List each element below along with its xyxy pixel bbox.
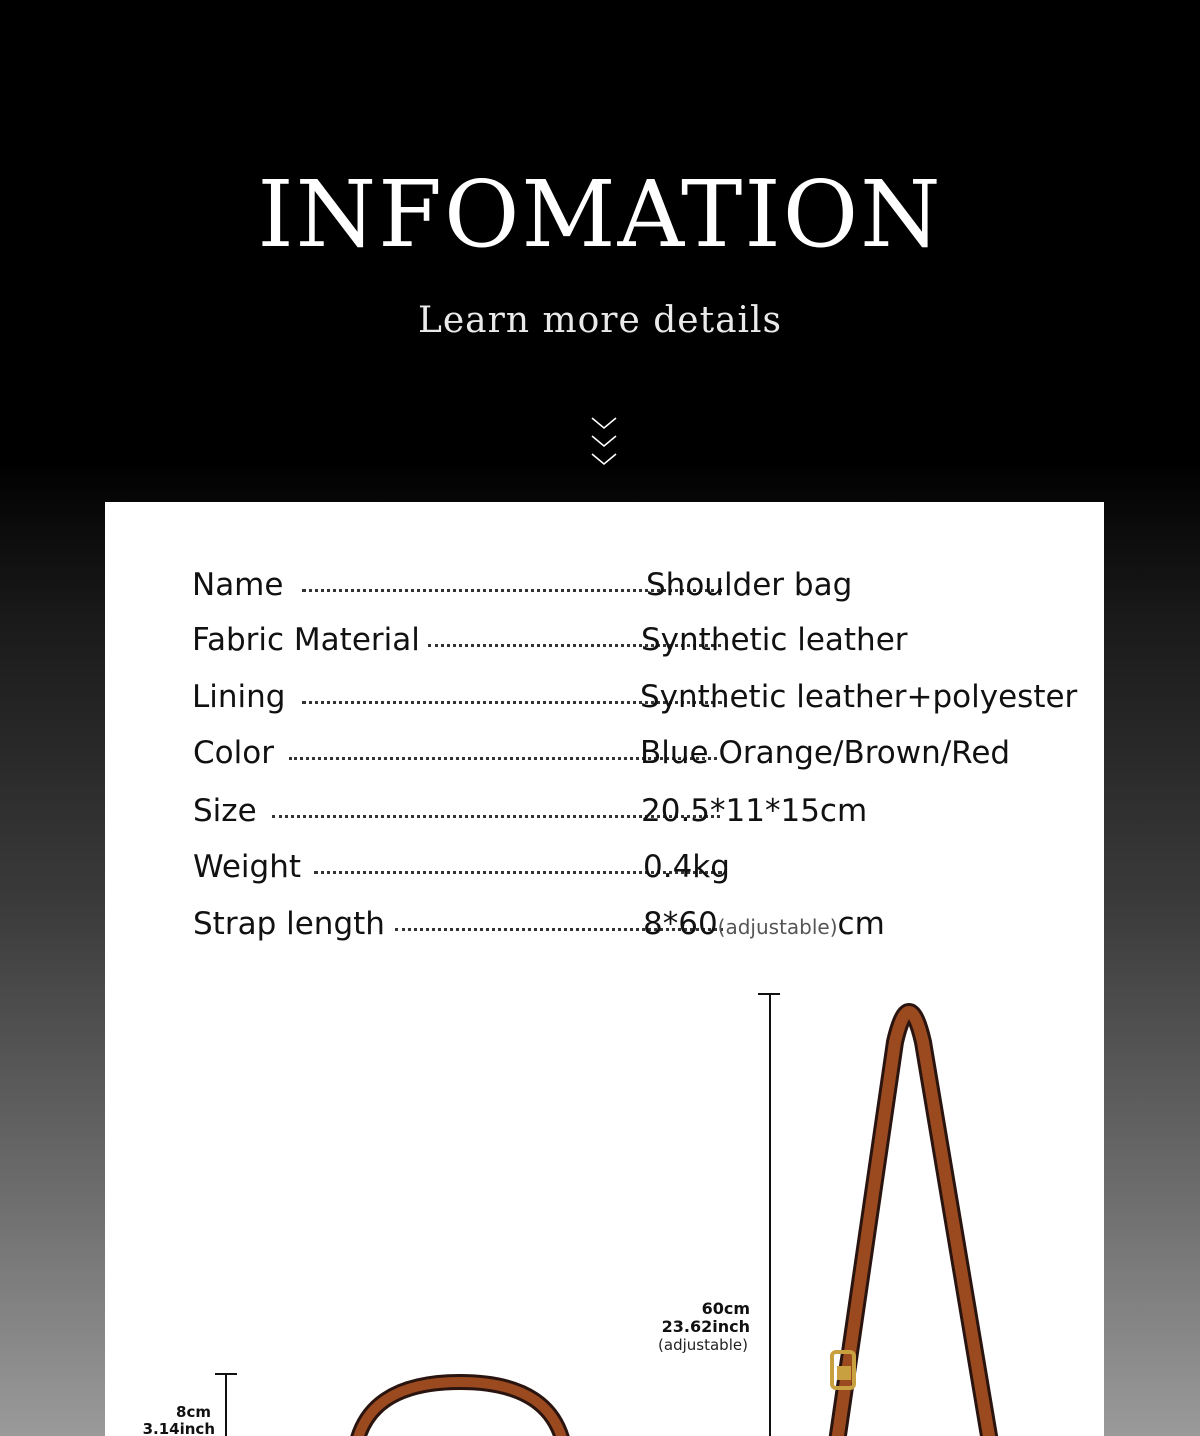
strap-measure-inch: 23.62inch — [661, 1317, 750, 1336]
strap-length-unit: cm — [837, 906, 885, 942]
strap-measure-cap — [758, 993, 780, 995]
chevron-down-icon — [589, 414, 619, 470]
strap-measure-note: (adjustable) — [658, 1336, 748, 1354]
spec-row-size — [192, 791, 1072, 831]
spec-value: 0.4kg — [643, 849, 730, 885]
handle-measure-cm: 8cm — [176, 1403, 211, 1421]
spec-label: Name — [192, 567, 284, 603]
spec-row-strap-length — [192, 904, 1072, 944]
spec-value: Shoulder bag — [646, 567, 853, 603]
spec-label: Weight — [193, 849, 302, 885]
handle-measure-line — [225, 1373, 227, 1436]
hero-title: INFOMATION — [257, 161, 943, 268]
spec-value: Blue Orange/Brown/Red — [640, 735, 1011, 771]
strap-measure-line — [769, 993, 771, 1436]
spec-label: Lining — [192, 679, 286, 715]
strap-length-main: 8*60 — [643, 906, 718, 942]
spec-label: Size — [193, 793, 257, 829]
strap-measure-cm: 60cm — [701, 1299, 750, 1318]
spec-value: 20.5*11*15cm — [641, 793, 868, 829]
spec-row-weight — [192, 847, 1072, 887]
handle-measure-inch: 3.14inch — [142, 1420, 215, 1436]
shoulder-strap-illustration — [785, 982, 1065, 1436]
spec-label: Fabric Material — [192, 622, 420, 658]
spec-row-color — [192, 733, 1072, 773]
strap-length-note: (adjustable) — [717, 915, 838, 939]
spec-label: Color — [193, 735, 274, 771]
handle-measure-cap — [215, 1373, 237, 1375]
spec-row-lining — [192, 677, 1078, 717]
spec-row-name — [192, 565, 1072, 605]
spec-row-fabric — [192, 620, 1072, 660]
spec-value: Synthetic leather+polyester — [640, 679, 1078, 715]
bag-handle-illustration — [345, 1372, 605, 1436]
spec-label: Strap length — [193, 906, 385, 942]
spec-value — [643, 904, 885, 947]
spec-value: Synthetic leather — [641, 622, 908, 658]
info-card — [105, 502, 1104, 1436]
hero-subtitle: Learn more details — [417, 300, 783, 341]
